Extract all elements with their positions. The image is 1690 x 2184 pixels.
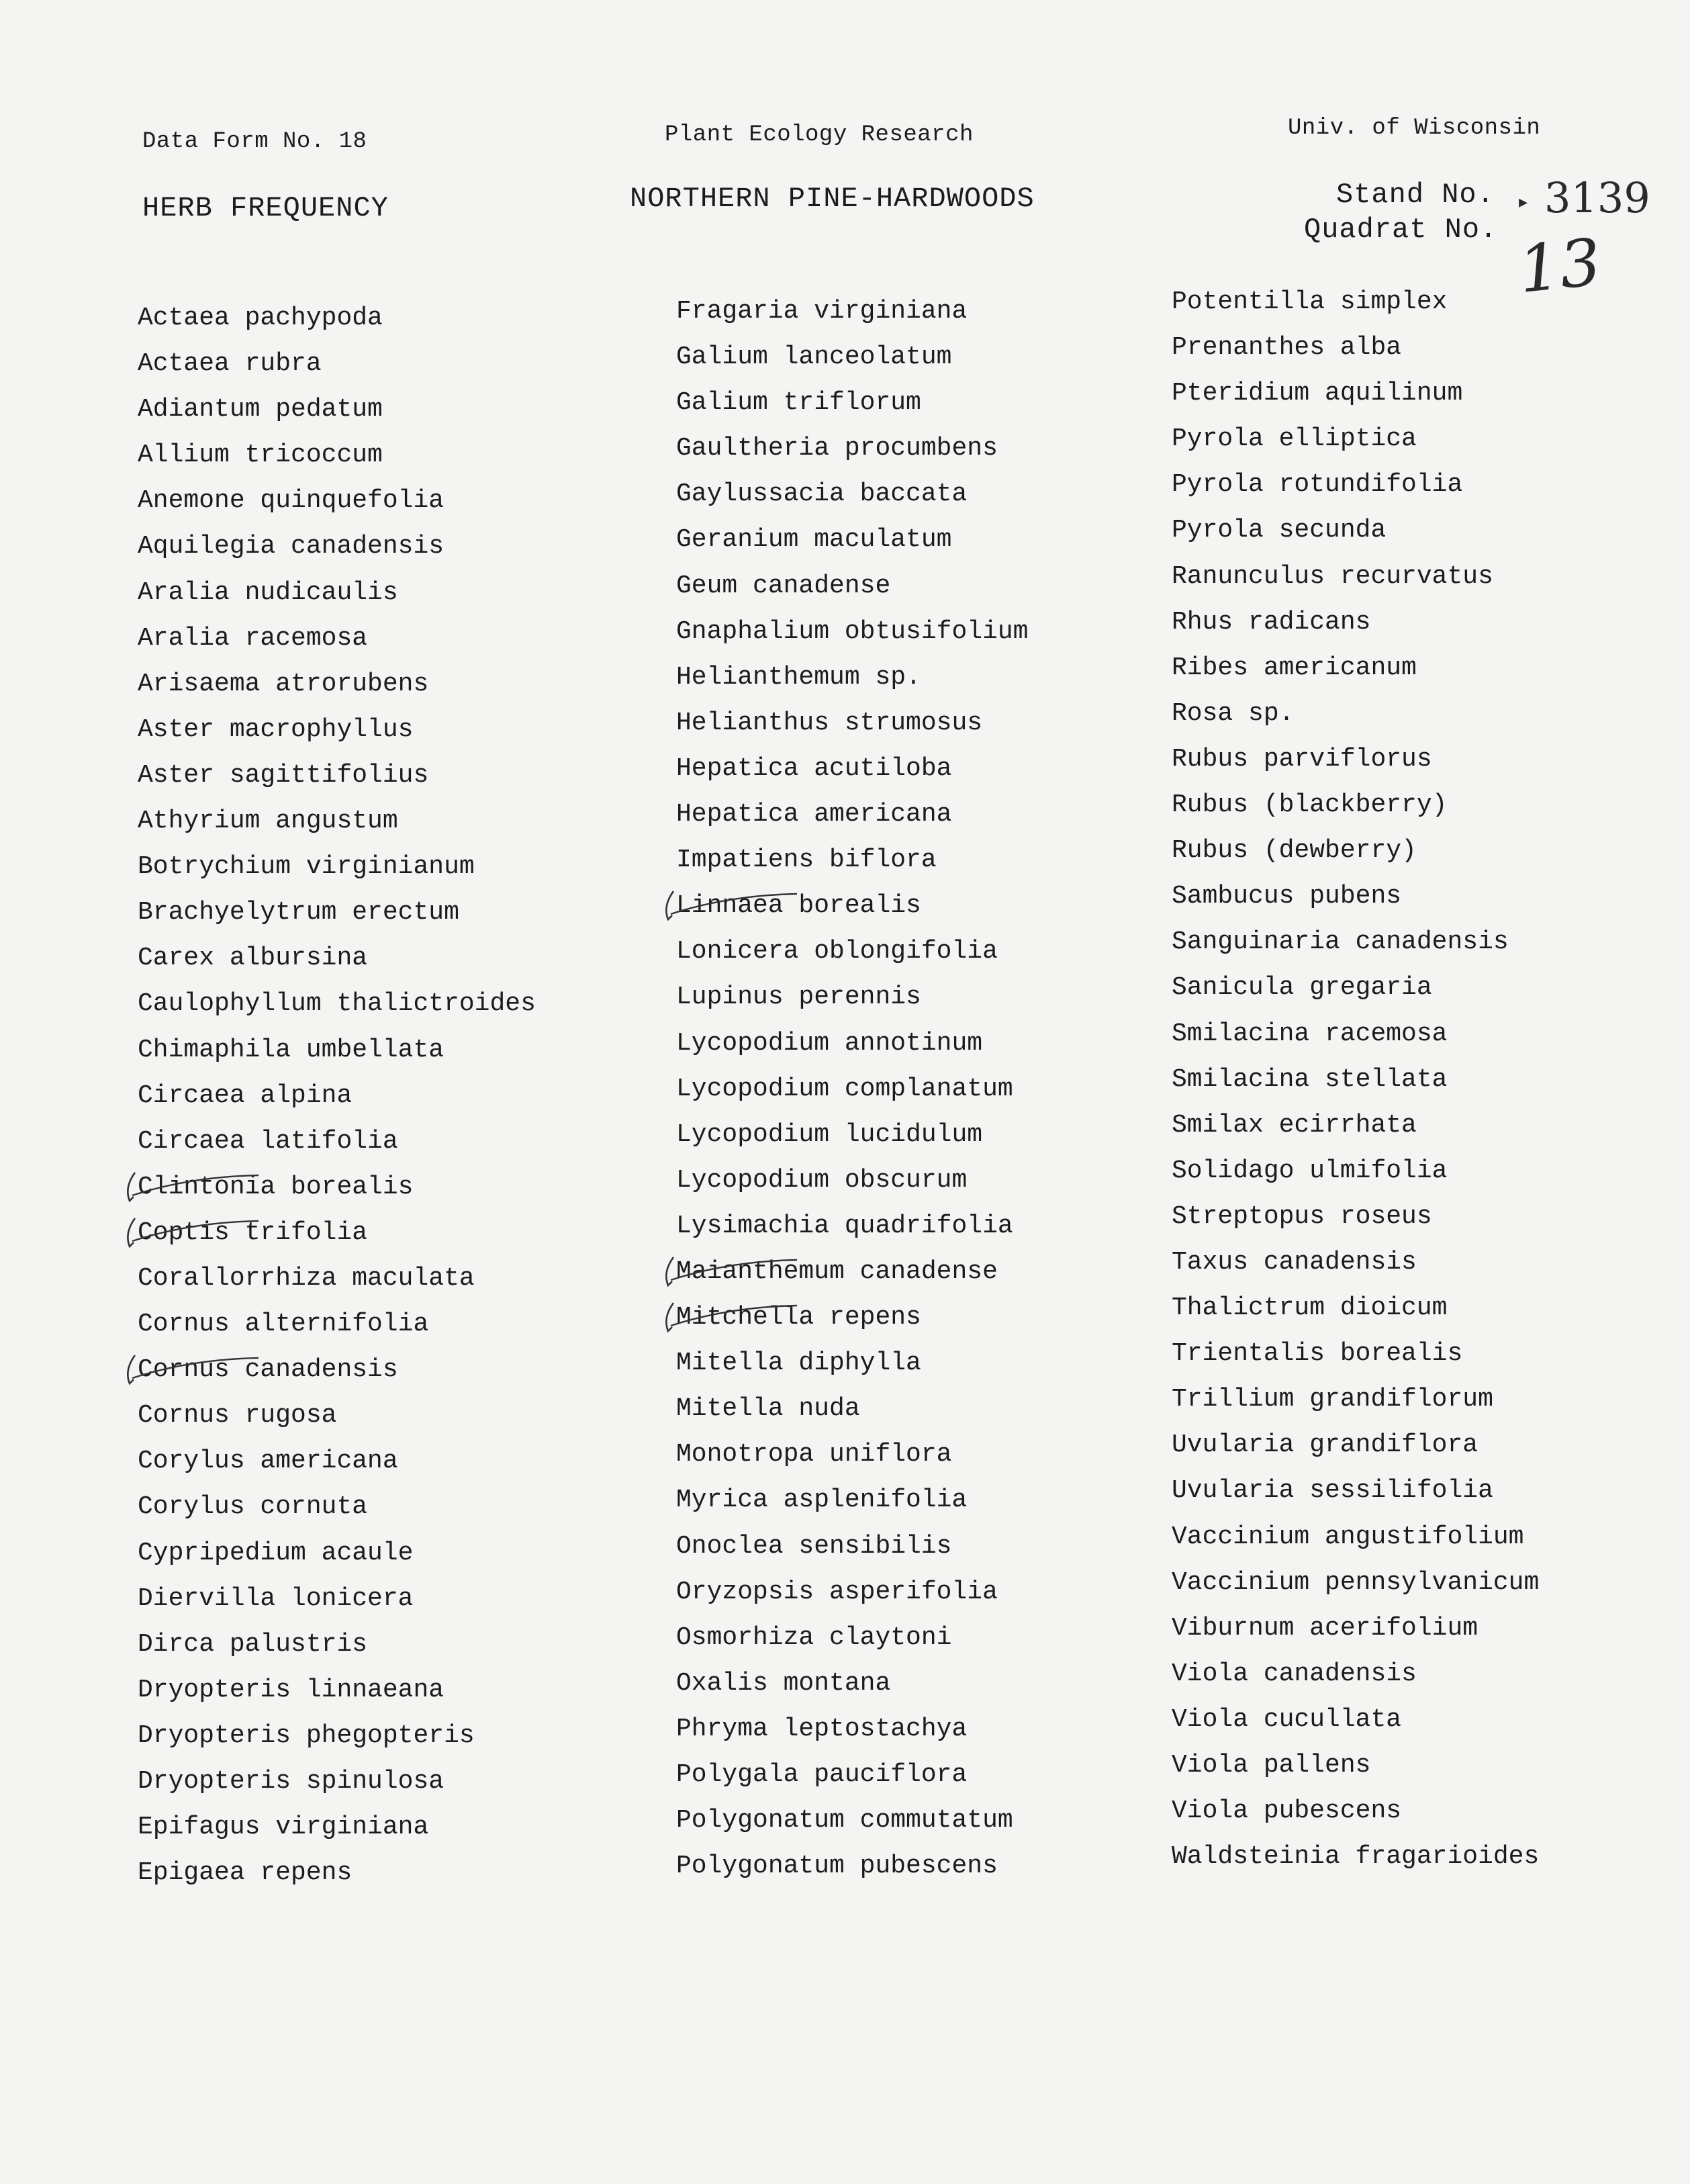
species-name: Linnaea borealis	[676, 891, 921, 921]
species-item	[676, 1203, 1029, 1249]
species-item	[676, 1249, 1029, 1295]
species-name: Galium lanceolatum	[676, 343, 952, 372]
species-item	[138, 799, 536, 844]
species-name: Sanicula gregaria	[1172, 973, 1432, 1003]
species-item	[138, 1805, 536, 1850]
species-name: Vaccinium pennsylvanicum	[1172, 1567, 1540, 1597]
species-item	[1172, 600, 1539, 645]
species-item	[1172, 737, 1539, 782]
species-name: Maianthemum canadense	[676, 1257, 998, 1286]
species-name: Caulophyllum thalictroides	[138, 989, 536, 1019]
species-name: Potentilla simplex	[1172, 287, 1448, 316]
species-name: Cornus rugosa	[138, 1401, 337, 1430]
species-name: Athyrium angustum	[138, 807, 398, 836]
species-name: Trientalis borealis	[1172, 1339, 1463, 1369]
species-name: Aster sagittifolius	[138, 760, 429, 790]
species-item	[138, 295, 536, 341]
species-item	[1172, 1194, 1539, 1240]
species-column-1	[138, 295, 536, 1896]
species-item	[138, 1256, 536, 1302]
species-name: Galium triflorum	[676, 388, 921, 418]
species-item	[676, 289, 1029, 334]
species-item	[138, 1668, 536, 1713]
species-item	[1172, 919, 1539, 965]
species-item	[138, 1713, 536, 1759]
species-name: Rhus radicans	[1172, 607, 1371, 637]
form-title: HERB FREQUENCY	[142, 192, 389, 224]
species-item	[676, 380, 1029, 426]
species-item	[1172, 691, 1539, 737]
species-name: Mitchella repens	[676, 1303, 921, 1332]
species-name: Hepatica acutiloba	[676, 754, 952, 783]
species-column-2	[676, 289, 1029, 1889]
species-item	[676, 1615, 1029, 1661]
organization: Plant Ecology Research	[665, 122, 974, 148]
species-item	[138, 753, 536, 799]
species-name: Vaccinium angustifolium	[1172, 1522, 1524, 1551]
species-item	[1172, 1834, 1539, 1880]
species-item	[1172, 1697, 1539, 1743]
species-name: Epigaea repens	[138, 1858, 353, 1888]
arrow-mark-icon: ▸	[1519, 192, 1528, 212]
species-item	[138, 616, 536, 662]
species-name: Brachyelytrum erectum	[138, 898, 459, 927]
species-name: Anemone quinquefolia	[138, 486, 444, 516]
species-name: Geranium maculatum	[676, 525, 952, 555]
species-name: Waldsteinia fragarioides	[1172, 1842, 1540, 1872]
species-item	[676, 746, 1029, 792]
species-name: Dryopteris linnaeana	[138, 1675, 444, 1704]
species-name: Dryopteris phegopteris	[138, 1721, 475, 1750]
species-item	[676, 563, 1029, 609]
species-name: Adiantum pedatum	[138, 395, 383, 424]
species-item	[676, 426, 1029, 471]
species-item	[138, 1302, 536, 1347]
species-name: Allium tricoccum	[138, 441, 383, 470]
species-name: Impatiens biflora	[676, 846, 937, 875]
species-item	[138, 1028, 536, 1073]
species-name: Lycopodium annotinum	[676, 1028, 983, 1058]
species-item	[1172, 1743, 1539, 1788]
species-name: Osmorhiza claytoni	[676, 1623, 952, 1652]
species-name: Chimaphila umbellata	[138, 1035, 444, 1064]
species-item	[676, 883, 1029, 929]
species-name: Smilax ecirrhata	[1172, 1110, 1417, 1140]
species-name: Lupinus perennis	[676, 983, 921, 1012]
species-item	[138, 1759, 536, 1805]
species-item	[1172, 1057, 1539, 1103]
species-item	[676, 1752, 1029, 1798]
species-item	[138, 387, 536, 433]
species-item	[676, 471, 1029, 517]
species-name: Coptis trifolia	[138, 1218, 368, 1247]
species-name: Actaea rubra	[138, 349, 322, 379]
species-item	[676, 1524, 1029, 1569]
species-item	[1172, 554, 1539, 600]
community-title: NORTHERN PINE-HARDWOODS	[630, 183, 1035, 215]
species-name: Sanguinaria canadensis	[1172, 927, 1509, 957]
species-name: Cornus canadensis	[138, 1355, 398, 1385]
species-name: Ranunculus recurvatus	[1172, 561, 1493, 591]
species-name: Cypripedium acaule	[138, 1538, 414, 1567]
species-item	[1172, 1011, 1539, 1057]
species-item	[1172, 1331, 1539, 1377]
species-name: Aquilegia canadensis	[138, 532, 444, 561]
species-item	[1172, 325, 1539, 371]
species-name: Gaultheria procumbens	[676, 434, 998, 463]
species-item	[676, 837, 1029, 883]
species-name: Lycopodium obscurum	[676, 1165, 968, 1195]
species-name: Smilacina racemosa	[1172, 1019, 1448, 1048]
species-name: Clintonia borealis	[138, 1172, 414, 1201]
species-name: Ribes americanum	[1172, 653, 1417, 682]
species-item	[676, 1707, 1029, 1752]
species-name: Monotropa uniflora	[676, 1440, 952, 1469]
species-name: Lysimachia quadrifolia	[676, 1211, 1013, 1240]
species-name: Rosa sp.	[1172, 698, 1295, 728]
species-item	[138, 1210, 536, 1256]
species-name: Aralia nudicaulis	[138, 578, 398, 607]
species-item	[138, 1576, 536, 1622]
species-item	[676, 334, 1029, 380]
species-item	[138, 1073, 536, 1119]
stand-label: Stand No.	[1336, 179, 1495, 211]
species-name: Circaea latifolia	[138, 1126, 398, 1156]
species-name: Viola cucullata	[1172, 1704, 1402, 1734]
species-name: Aster macrophyllus	[138, 715, 414, 744]
species-name: Oxalis montana	[676, 1668, 891, 1698]
species-item	[138, 1484, 536, 1530]
species-item	[676, 1432, 1029, 1477]
species-name: Circaea alpina	[138, 1081, 353, 1110]
species-item	[138, 662, 536, 707]
species-name: Corylus americana	[138, 1447, 398, 1476]
species-item	[1172, 782, 1539, 828]
species-item	[138, 1622, 536, 1668]
species-name: Solidago ulmifolia	[1172, 1156, 1448, 1185]
species-name: Dirca palustris	[138, 1629, 368, 1659]
species-item	[1172, 416, 1539, 462]
species-item	[1172, 1422, 1539, 1468]
species-name: Polygala pauciflora	[676, 1760, 968, 1789]
species-item	[138, 890, 536, 936]
species-name: Helianthus strumosus	[676, 708, 983, 737]
species-item	[138, 707, 536, 753]
species-item	[1172, 1606, 1539, 1651]
species-item	[676, 792, 1029, 837]
species-item	[138, 341, 536, 387]
species-item	[676, 1112, 1029, 1158]
species-name: Lonicera oblongifolia	[676, 937, 998, 966]
species-name: Viola pallens	[1172, 1751, 1371, 1780]
species-name: Lycopodium lucidulum	[676, 1120, 983, 1149]
species-item	[676, 1569, 1029, 1615]
species-item	[676, 1021, 1029, 1066]
species-item	[138, 570, 536, 616]
species-name: Dryopteris spinulosa	[138, 1767, 444, 1796]
species-name: Pyrola rotundifolia	[1172, 470, 1463, 500]
species-name: Helianthemum sp.	[676, 662, 921, 692]
quadrat-label: Quadrat No.	[1304, 214, 1498, 246]
species-item	[676, 1844, 1029, 1889]
species-name: Rubus (blackberry)	[1172, 790, 1448, 820]
species-name: Gaylussacia baccata	[676, 480, 968, 509]
species-name: Mitella diphylla	[676, 1349, 921, 1378]
university: Univ. of Wisconsin	[1288, 116, 1541, 141]
species-item	[676, 974, 1029, 1020]
species-item	[676, 929, 1029, 974]
species-item	[1172, 1377, 1539, 1422]
species-item	[1172, 462, 1539, 508]
species-name: Taxus canadensis	[1172, 1247, 1417, 1277]
species-item	[676, 1798, 1029, 1844]
quadrat-number-value: 13	[1515, 224, 1605, 308]
species-name: Uvularia sessilifolia	[1172, 1476, 1493, 1506]
species-name: Viola pubescens	[1172, 1796, 1402, 1826]
species-item	[138, 433, 536, 478]
species-item	[676, 517, 1029, 563]
species-name: Polygonatum commutatum	[676, 1806, 1013, 1835]
species-name: Hepatica americana	[676, 800, 952, 829]
species-name: Onoclea sensibilis	[676, 1531, 952, 1561]
species-item	[676, 1386, 1029, 1432]
species-item	[1172, 371, 1539, 416]
species-item	[676, 1340, 1029, 1386]
species-name: Uvularia grandiflora	[1172, 1430, 1478, 1460]
species-item	[138, 844, 536, 890]
species-item	[138, 1347, 536, 1393]
species-item	[138, 1439, 536, 1484]
species-name: Fragaria virginiana	[676, 297, 968, 326]
species-name: Sambucus pubens	[1172, 882, 1402, 911]
species-name: Epifagus virginiana	[138, 1813, 429, 1842]
species-item	[676, 1158, 1029, 1203]
species-item	[138, 478, 536, 524]
species-name: Lycopodium complanatum	[676, 1074, 1013, 1103]
species-item	[1172, 1103, 1539, 1148]
species-name: Gnaphalium obtusifolium	[676, 617, 1029, 646]
species-name: Rubus parviflorus	[1172, 744, 1432, 774]
species-name: Geum canadense	[676, 571, 891, 600]
species-name: Viola canadensis	[1172, 1659, 1417, 1688]
species-item	[138, 1119, 536, 1165]
species-item	[676, 655, 1029, 700]
species-name: Carex albursina	[138, 944, 368, 973]
species-item	[676, 1661, 1029, 1707]
species-name: Myrica asplenifolia	[676, 1486, 968, 1515]
species-item	[1172, 1651, 1539, 1697]
stand-number-value: 3139	[1544, 173, 1650, 222]
species-item	[676, 700, 1029, 746]
form-number: Data Form No. 18	[142, 129, 367, 154]
species-name: Polygonatum pubescens	[676, 1852, 998, 1881]
species-name: Pteridium aquilinum	[1172, 379, 1463, 408]
species-name: Oryzopsis asperifolia	[676, 1577, 998, 1606]
species-item	[676, 1066, 1029, 1112]
species-name: Rubus (dewberry)	[1172, 836, 1417, 866]
species-name: Thalictrum dioicum	[1172, 1293, 1448, 1323]
species-item	[1172, 874, 1539, 919]
species-item	[1172, 1148, 1539, 1194]
species-item	[138, 1850, 536, 1896]
species-item	[138, 1531, 536, 1576]
species-item	[1172, 965, 1539, 1011]
species-name: Arisaema atrorubens	[138, 669, 429, 698]
species-name: Mitella nuda	[676, 1394, 860, 1424]
species-item	[138, 936, 536, 981]
species-name: Phryma leptostachya	[676, 1714, 968, 1743]
species-item	[1172, 1285, 1539, 1331]
species-item	[1172, 279, 1539, 325]
species-name: Corallorrhiza maculata	[138, 1263, 475, 1293]
species-item	[1172, 1514, 1539, 1560]
species-item	[1172, 1240, 1539, 1285]
species-column-3	[1172, 279, 1539, 1880]
species-name: Corylus cornuta	[138, 1492, 368, 1522]
species-item	[676, 609, 1029, 655]
species-name: Pyrola elliptica	[1172, 424, 1417, 454]
species-name: Cornus alternifolia	[138, 1310, 429, 1339]
species-name: Trillium grandiflorum	[1172, 1385, 1493, 1414]
species-item	[138, 981, 536, 1027]
species-item	[1172, 508, 1539, 553]
species-name: Botrychium virginianum	[138, 852, 475, 882]
species-item	[138, 524, 536, 570]
species-item	[1172, 645, 1539, 691]
species-item	[1172, 1560, 1539, 1606]
species-name: Aralia racemosa	[138, 623, 368, 653]
species-item	[1172, 1788, 1539, 1834]
species-name: Actaea pachypoda	[138, 304, 383, 332]
species-item	[1172, 828, 1539, 874]
species-name: Pyrola secunda	[1172, 516, 1387, 545]
species-item	[676, 1477, 1029, 1523]
species-item	[138, 1165, 536, 1210]
species-name: Streptopus roseus	[1172, 1201, 1432, 1231]
species-item	[138, 1393, 536, 1439]
species-item	[676, 1295, 1029, 1340]
species-item	[1172, 1468, 1539, 1514]
species-name: Viburnum acerifolium	[1172, 1613, 1478, 1643]
species-name: Prenanthes alba	[1172, 333, 1402, 363]
species-name: Smilacina stellata	[1172, 1064, 1448, 1094]
species-name: Diervilla lonicera	[138, 1584, 414, 1613]
